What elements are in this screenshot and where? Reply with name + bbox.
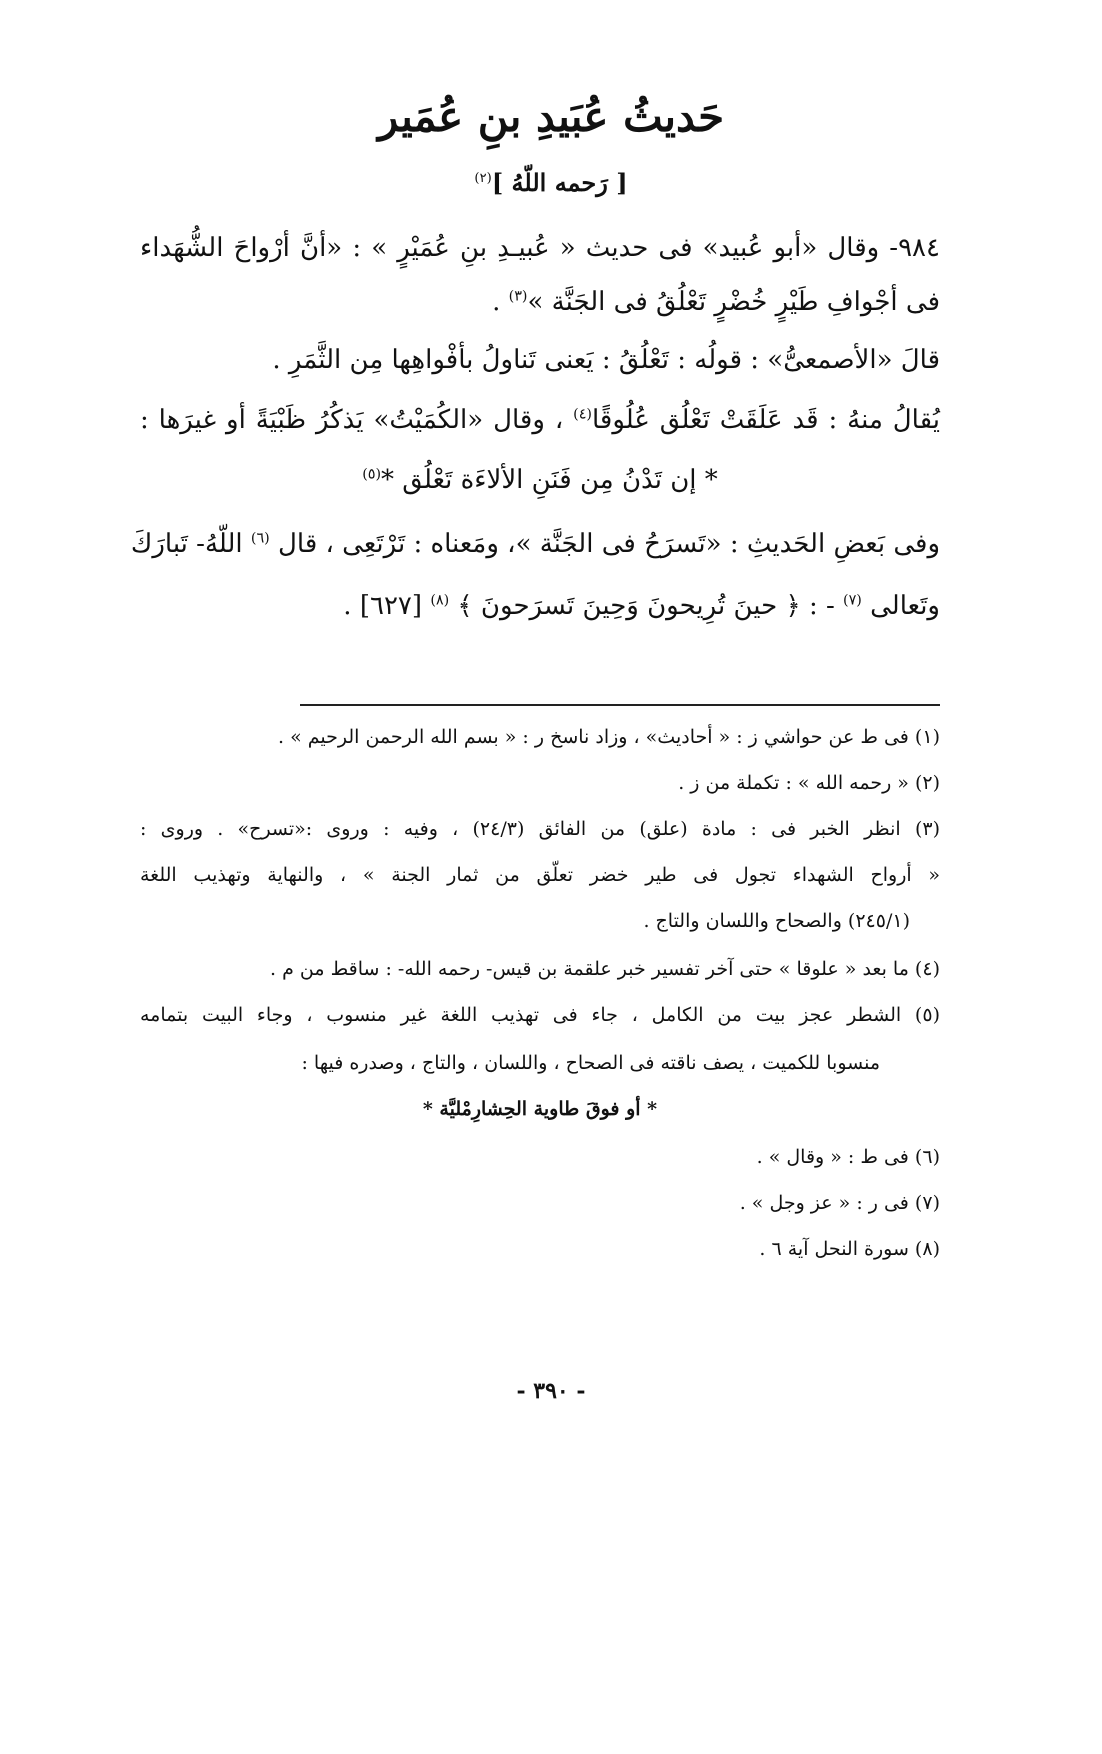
body-line-7-c: [٦٢٧] . xyxy=(343,591,423,621)
poetry-verse xyxy=(140,460,940,500)
quran-quote: - : ﴿ حينَ تُرِيحونَ وَحِينَ تَسرَحونَ ﴾ xyxy=(457,591,835,621)
footnote-3-line-3: (٢٤٥/١) والصحاح واللسان والتاج . xyxy=(643,910,910,932)
body-line-3: قالَ «الأصمعىُّ» : قولُه : تَعْلُقُ : يَعنى تَناولُ بأفْواهِها مِن الثَّمَرِ . xyxy=(272,345,940,375)
body-line-4-b: ، وقال «الكُمَيْتُ» يَذكُرُ ظَبْيَةً أو غيرَها : xyxy=(140,405,564,435)
body-line-7 xyxy=(140,586,940,626)
footnote-5-line-2: منسوبا للكميت ، يصف ناقته فى الصحاح ، واللسان ، والتاج ، وصدره فيها : xyxy=(301,1052,880,1074)
verse-text: * إن تَدْنُ مِن فَنَنِ الألاءَة تَعْلُق * xyxy=(381,465,718,495)
footnote-ref-2: (٢) xyxy=(474,171,492,186)
page-number: - ٣٩٠ - xyxy=(516,1378,586,1404)
footnote-1: (١) فى ط عن حواشي ز : « أحاديث» ، وزاد ناسخ ر : « بسم الله الرحمن الرحيم » . xyxy=(278,726,940,748)
footnote-ref-8: (٨) xyxy=(430,592,450,609)
footnote-ref-5: (٥) xyxy=(362,466,382,483)
hadith-subtitle xyxy=(0,168,1102,197)
footnote-8: (٨) سورة النحل آية ٦ . xyxy=(759,1238,940,1260)
hadith-title xyxy=(0,92,1102,141)
footnote-ref-7: (٧) xyxy=(843,592,862,609)
body-line-2-end: . xyxy=(492,287,509,317)
body-line-6-a: وفى بَعضِ الحَديثِ : «تَسرَحُ فى الجَنَّة »، ومَعناه : تَرْتَعِى ، قال xyxy=(278,529,940,559)
footnote-2: (٢) « رحمه الله » : تكملة من ز . xyxy=(678,772,940,794)
footnote-3-line-2: « أرواح الشهداء تجول فى طير خضر تعلّق من ثمار الجنة » ، والنهاية وتهذيب اللغة xyxy=(140,864,940,886)
body-line-4 xyxy=(140,400,940,440)
body-line-6-b: اللّهُ- تَبارَكَ xyxy=(130,529,243,559)
footnote-4: (٤) ما بعد « علوقا » حتى آخر تفسير خبر علقمة بن قيس- رحمه الله- : ساقط من م . xyxy=(270,958,940,980)
body-line-7-a: وتَعالى xyxy=(870,591,940,621)
body-line-1: ٩٨٤- وقال «أبو عُبيد» فى حديث « عُبيـدِ بنِ عُمَيْرٍ » : «أنَّ أرْواحَ الشُّهَداء xyxy=(140,233,940,263)
footnote-7: (٧) فى ر : « عز وجل » . xyxy=(739,1192,940,1214)
body-line-4-a: يُقالُ منهُ : قَد عَلَقَتْ تَعْلُق عُلُوقًا xyxy=(591,405,940,435)
footnote-3-line-1: (٣) انظر الخبر فى : مادة (علق) من الفائق (٢٤/٣) ، وفيه : وروى :«تسرح» . وروى : xyxy=(140,818,941,840)
footnote-ref-3: (٣) xyxy=(508,288,528,305)
footnote-ref-6: (٦) xyxy=(250,530,270,547)
subtitle-text: [ رَحمه اللّهُ ] xyxy=(491,168,628,197)
title-text: حَديثُ عُبَيدِ بنِ عُمَير xyxy=(377,92,725,141)
footnote-divider xyxy=(300,704,940,706)
body-line-2-text: فى أجْوافِ طَيْرٍ خُضْرٍ تَعْلُقُ فى الجَنَّة » xyxy=(527,287,940,317)
body-line-6 xyxy=(130,524,940,564)
footnote-6: (٦) فى ط : « وقال » . xyxy=(756,1146,940,1168)
body-line-2 xyxy=(140,282,940,322)
footnote-5-line-1: (٥) الشطر عجز بيت من الكامل ، جاء فى تهذيب اللغة غير منسوب ، وجاء البيت بتمامه xyxy=(140,1004,940,1026)
footnote-5-verse: * أو فوقَ طاوية الحِشارِمْليَّة * xyxy=(422,1098,658,1120)
footnote-ref-4: (٤) xyxy=(573,406,592,423)
